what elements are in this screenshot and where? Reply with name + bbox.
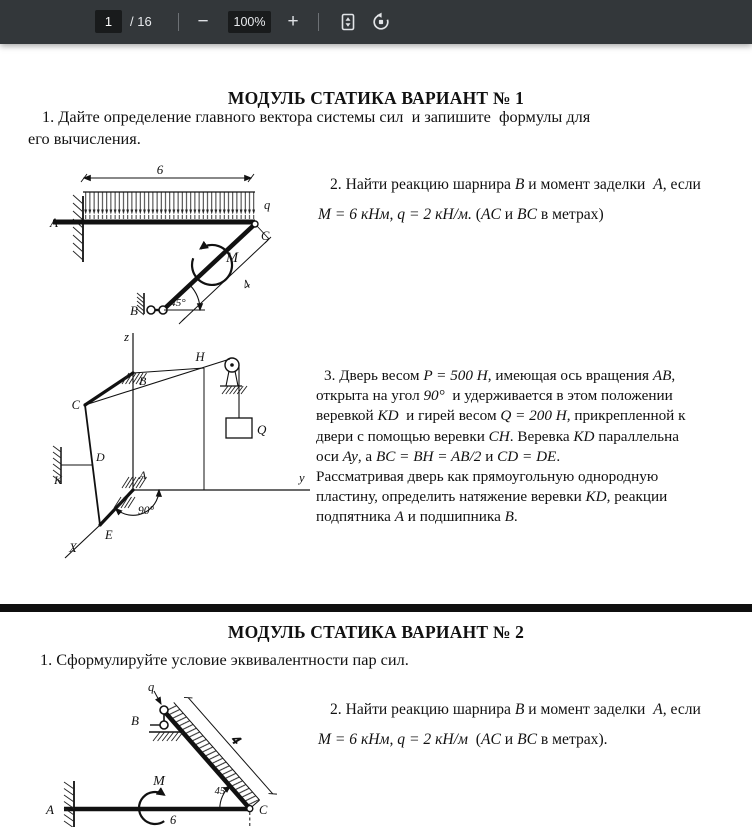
zoom-level[interactable]: 100% [228, 11, 271, 33]
fig3-label-B: B [131, 713, 139, 728]
fig2-label-x-axis: X [69, 541, 77, 555]
toolbar-separator [318, 13, 319, 31]
zoom-out-button[interactable]: − [197, 11, 209, 32]
variant1-problem3-line: Рассматривая дверь как прямоугольную однородную [316, 468, 659, 486]
fig2-label-Q: Q [257, 422, 267, 437]
variant1-problem3-line: 3. Дверь весом P = 500 Н, имеющая ось вращения AB, [324, 367, 676, 384]
figure-beam-variant2 [28, 678, 330, 827]
variant2-problem2 [318, 701, 701, 751]
fig2-label-K: К [54, 475, 62, 487]
fig3-label-load-q: q [148, 680, 155, 694]
variant1-problem3-line: оси Ay, а BC = BH = AB/2 и CD = DE. [316, 447, 561, 465]
fig2-label-A: A [139, 468, 147, 482]
fig3-label-length6: 6 [170, 813, 177, 827]
pdf-page-2 [0, 612, 752, 827]
page-gap [0, 604, 752, 612]
fig1-label-M: M [226, 250, 239, 266]
pdf-page-1 [0, 44, 752, 604]
fig3-label-M: M [153, 774, 165, 789]
variant2-title: МОДУЛЬ СТАТИКА ВАРИАНТ № 2 [227, 622, 525, 642]
fig3-label-length4: 4 [228, 732, 245, 747]
zoom-in-button[interactable]: + [287, 11, 299, 32]
fig1-label-length6: 6 [156, 162, 164, 177]
fig3-label-A: A [46, 802, 54, 817]
fig1-label-angle45: 45° [170, 297, 186, 309]
variant1-problem3-line: подпятника A и подшипника B. [316, 508, 518, 526]
figure-door-3d [42, 328, 324, 578]
variant1-problem3-line: открыта на угол 90° и удерживается в этом положении [316, 387, 673, 405]
fig2-label-C: C [71, 398, 80, 412]
variant1-problem3-line: веревкой KD и гирей весом Q = 200 Н, прикрепленной к [316, 407, 686, 425]
variant1-problem3-line: пластину, определить натяжение веревки KD, реакции [316, 488, 668, 506]
variant1-problem3-line: двери с помощью веревки CH. Веревка KD параллельна [316, 427, 679, 445]
variant1-problem2 [318, 176, 701, 226]
fig2-label-B: B [139, 374, 147, 388]
fig3-label-angle45: 45° [214, 786, 230, 797]
rotate-icon[interactable] [371, 12, 391, 32]
variant1-title: МОДУЛЬ СТАТИКА ВАРИАНТ № 1 [227, 88, 525, 108]
variant2-question1: 1. Сформулируйте условие эквивалентности пар сил. [40, 650, 409, 669]
fig2-label-H: H [195, 350, 205, 364]
fit-to-page-icon[interactable] [338, 12, 358, 32]
page-number-input[interactable] [95, 10, 122, 33]
fig2-label-angle90: 90° [138, 505, 155, 517]
fig1-label-load-q: q [264, 198, 271, 212]
variant1-problem2-line1: 2. Найти реакцию шарнира B и момент заделки A, если [330, 176, 701, 193]
fig2-label-z-axis: z [124, 330, 129, 344]
figure-beam-variant1 [50, 162, 312, 340]
fig1-label-A: A [50, 215, 58, 230]
variant1-problem2-line2: M = 6 кНм, q = 2 кН/м. (AC и BC в метрах) [318, 206, 604, 223]
variant2-problem2-line1: 2. Найти реакцию шарнира B и момент заделки A, если [330, 701, 701, 718]
fig2-label-y-axis: y [299, 471, 305, 485]
fig2-label-D: D [96, 450, 105, 464]
fig3-label-C: C [259, 803, 268, 817]
fig1-label-B: B [130, 303, 138, 318]
fig2-label-E: E [105, 528, 113, 542]
fig1-label-C: C [261, 229, 270, 243]
page-total-label: / 16 [130, 14, 152, 29]
toolbar-separator [178, 13, 179, 31]
pdf-toolbar [0, 0, 752, 44]
variant1-problem3 [316, 366, 686, 528]
variant1-question1-line2: его вычисления. [28, 129, 141, 148]
fig1-label-length4: 4 [239, 276, 254, 293]
variant2-problem2-line2: M = 6 кНм, q = 2 кН/м (AC и BC в метрах). [318, 731, 608, 748]
variant1-question1-line1: 1. Дайте определение главного вектора системы сил и запишите формулы для [42, 107, 591, 126]
